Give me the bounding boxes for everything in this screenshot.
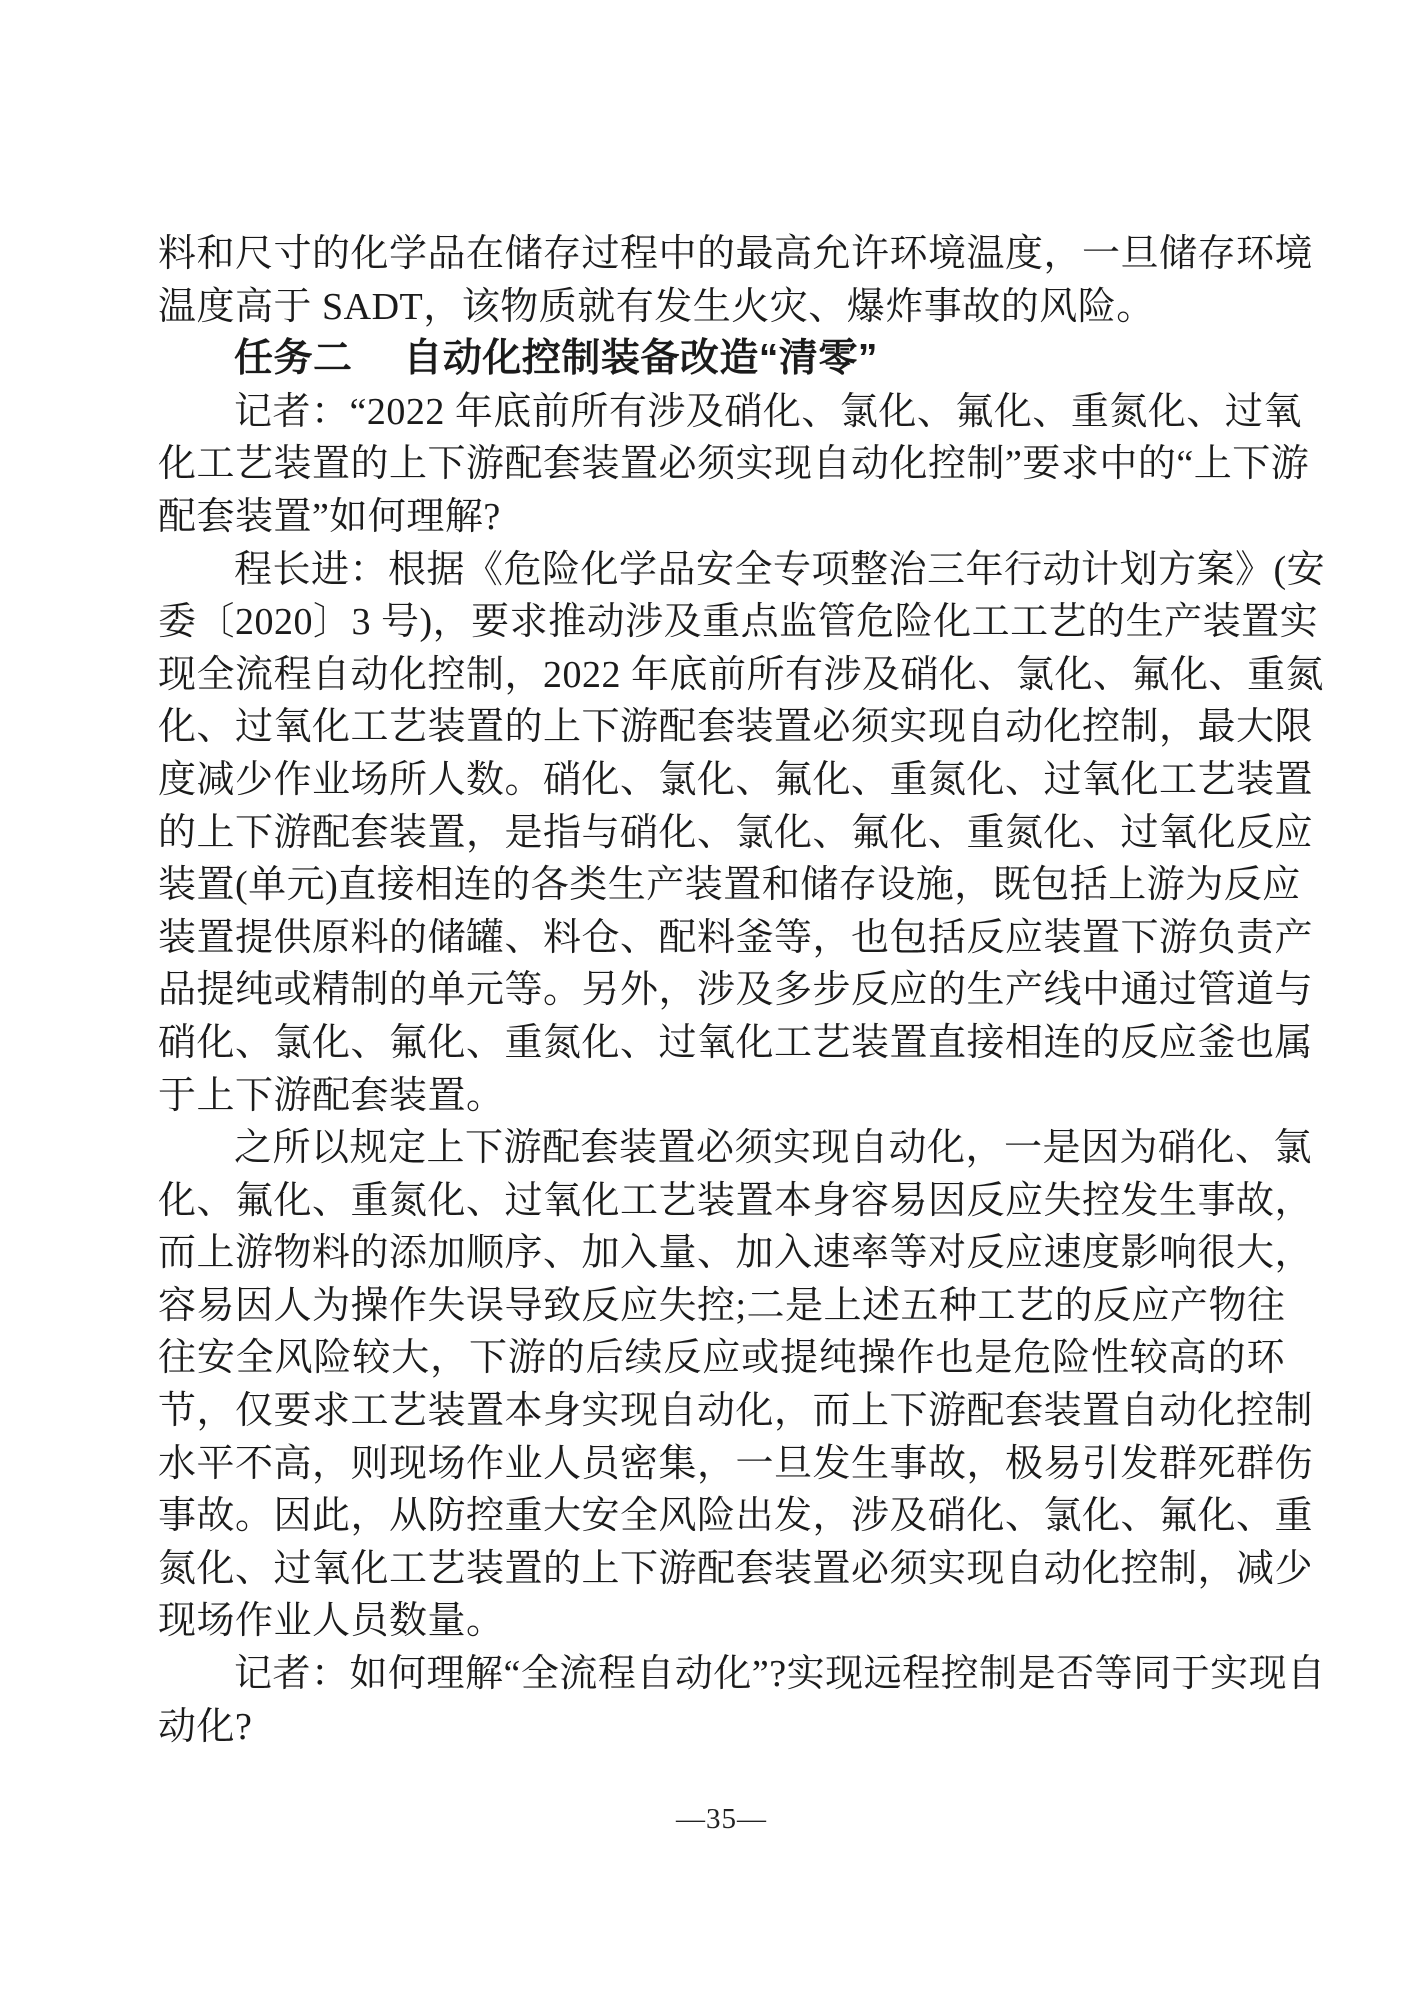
text-line: 于上下游配套装置。 [158, 1074, 505, 1117]
text-line: 之所以规定上下游配套装置必须实现自动化，一是因为硝化、氯 [234, 1127, 1313, 1170]
text-line: 记者：如何理解“全流程自动化”?实现远程控制是否等同于实现自 [234, 1653, 1326, 1696]
text-line: 氮化、过氧化工艺装置的上下游配套装置必须实现自动化控制，减少 [158, 1547, 1314, 1590]
text-line: 记者：“2022 年底前所有涉及硝化、氯化、氟化、重氮化、过氧 [234, 390, 1302, 433]
text-line: 动化? [158, 1705, 253, 1748]
text-line: 而上游物料的添加顺序、加入量、加入速率等对反应速度影响很大， [158, 1232, 1314, 1275]
text-line: 配套装置”如何理解? [158, 495, 501, 538]
text-line: 往安全风险较大，下游的后续反应或提纯操作也是危险性较高的环 [158, 1337, 1285, 1380]
page-number: —35— [676, 1803, 767, 1836]
text-line: 化工艺装置的上下游配套装置必须实现自动化控制”要求中的“上下游 [158, 443, 1310, 486]
text-line: 装置提供原料的储罐、料仓、配料釜等，也包括反应装置下游负责产 [158, 916, 1314, 959]
text-block [158, 228, 1326, 1753]
text-line: 程长进：根据《危险化学品安全专项整治三年行动计划方案》(安 [234, 548, 1326, 591]
text-line: 温度高于 SADT，该物质就有发生火灾、爆炸事故的风险。 [158, 285, 1155, 328]
text-line: 现场作业人员数量。 [158, 1600, 505, 1643]
text-line: 委〔2020〕3 号)，要求推动涉及重点监管危险化工工艺的生产装置实 [158, 601, 1319, 644]
text-line: 品提纯或精制的单元等。另外，涉及多步反应的生产线中通过管道与 [158, 969, 1314, 1012]
text-line: 硝化、氯化、氟化、重氮化、过氧化工艺装置直接相连的反应釜也属 [158, 1021, 1314, 1064]
text-line: 节，仅要求工艺装置本身实现自动化，而上下游配套装置自动化控制 [158, 1390, 1314, 1433]
text-line: 度减少作业场所人数。硝化、氯化、氟化、重氮化、过氧化工艺装置 [158, 758, 1314, 801]
text-line: 现全流程自动化控制，2022 年底前所有涉及硝化、氯化、氟化、重氮 [158, 653, 1325, 696]
text-line: 装置(单元)直接相连的各类生产装置和储存设施，既包括上游为反应 [158, 864, 1301, 907]
text-line: 料和尺寸的化学品在储存过程中的最高允许环境温度，一旦储存环境 [158, 233, 1314, 275]
text-line: 事故。因此，从防控重大安全风险出发，涉及硝化、氯化、氟化、重 [158, 1495, 1314, 1538]
text-line: 水平不高，则现场作业人员密集，一旦发生事故，极易引发群死群伤 [158, 1442, 1314, 1485]
text-line: 容易因人为操作失误导致反应失控;二是上述五种工艺的反应产物往 [158, 1284, 1286, 1327]
text-line: 化、过氧化工艺装置的上下游配套装置必须实现自动化控制，最大限 [158, 706, 1314, 749]
text-line: 的上下游配套装置，是指与硝化、氯化、氟化、重氮化、过氧化反应 [158, 811, 1314, 854]
text-line: 化、氟化、重氮化、过氧化工艺装置本身容易因反应失控发生事故， [158, 1179, 1314, 1222]
section-heading: 任务二 自动化控制装备改造“清零” [234, 337, 878, 381]
